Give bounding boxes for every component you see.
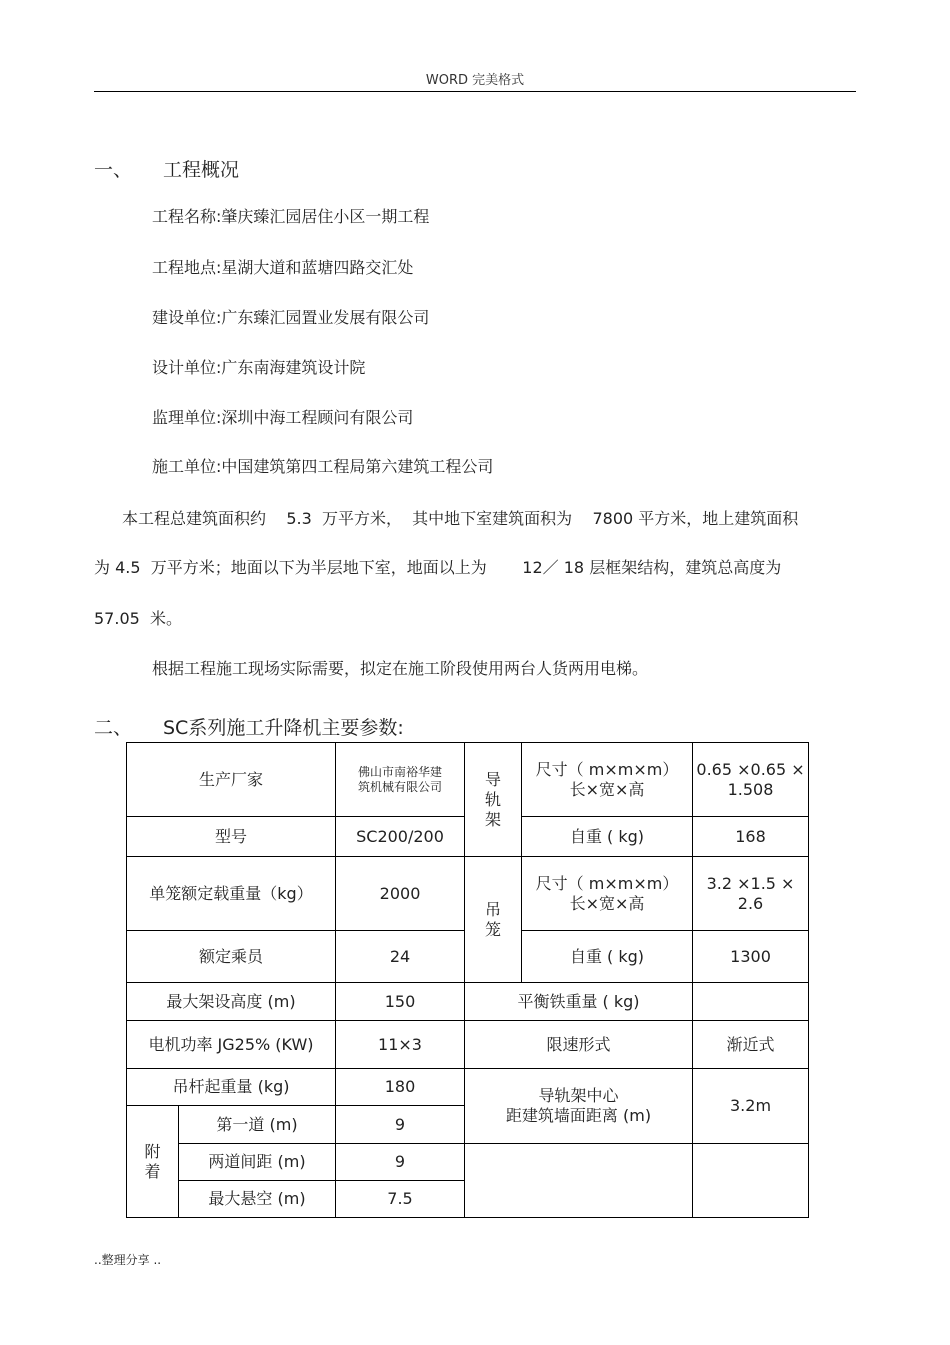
section1-number: 一、: [94, 159, 133, 181]
empty-cell: [465, 1144, 693, 1218]
info-label: 工程地点:: [152, 258, 222, 277]
guide-frame-char: 导: [485, 769, 502, 789]
motor-label-cell: 电机功率 JG25% (KW): [127, 1021, 336, 1069]
info-value: 肇庆臻汇园居住小区一期工程: [221, 207, 430, 226]
guide-weight-value-cell: 168: [693, 817, 809, 857]
attach-char: 着: [144, 1161, 161, 1181]
size-label-line: 长×宽×高: [569, 779, 645, 799]
crane-label-cell: 吊杆起重量 (kg): [127, 1069, 336, 1106]
motor-value-cell: 11×3: [336, 1021, 465, 1069]
info-label: 建设单位:: [152, 308, 222, 327]
first-value-cell: 9: [336, 1106, 465, 1144]
guide-frame-char: 轨: [485, 789, 502, 809]
distance-value-cell: 3.2m: [693, 1069, 809, 1144]
first-label-cell: 第一道 (m): [179, 1106, 336, 1144]
info-value: 广东南海建筑设计院: [221, 358, 366, 377]
info-project-location: [152, 255, 413, 278]
table-row: [127, 743, 809, 817]
limiter-label-cell: 限速形式: [465, 1021, 693, 1069]
guide-weight-label-cell: 自重 ( kg): [522, 817, 693, 857]
parameters-table: [126, 742, 809, 1218]
info-label: 监理单位:: [152, 408, 222, 427]
overview-paragraph-line2: 为 4.5 万平方米；地面以下为半层地下室，地面以上为 12／ 18 层框架结构，建筑总高度为: [94, 558, 782, 577]
info-label: 施工单位:: [152, 457, 222, 476]
page-header: WORD 完美格式: [425, 73, 525, 88]
info-label: 工程名称:: [152, 207, 222, 226]
load-label-cell: 单笼额定载重量（kg）: [127, 857, 336, 931]
model-value-cell: SC200/200: [336, 817, 465, 857]
cage-label-cell: [465, 857, 522, 983]
cage-size-line: 2.6: [737, 893, 764, 913]
distance-label-line: 距建筑墙面距离 (m): [505, 1106, 652, 1125]
model-label-cell: 型号: [127, 817, 336, 857]
table-row: [127, 983, 809, 1021]
size-label-line: 尺寸（ m×m×m）: [535, 873, 679, 893]
limiter-value-cell: 渐近式: [693, 1021, 809, 1069]
cage-char: 笼: [485, 919, 502, 939]
manufacturer-value-cell: [336, 743, 465, 817]
table-row: [127, 857, 809, 931]
crane-value-cell: 180: [336, 1069, 465, 1106]
distance-label-cell: [465, 1069, 693, 1144]
info-supervisor: [152, 405, 413, 428]
header-rule: [94, 91, 856, 92]
overhang-value-cell: 7.5: [336, 1181, 465, 1218]
empty-cell: [693, 1144, 809, 1218]
guide-size-line: 0.65 ×0.65 ×: [696, 759, 805, 779]
distance-label-line: 导轨架中心: [538, 1086, 619, 1105]
info-project-name: [152, 204, 429, 227]
cage-size-line: 3.2 ×1.5 ×: [706, 873, 795, 893]
section2-number: 二、: [94, 717, 133, 739]
overhang-label-cell: 最大悬空 (m): [179, 1181, 336, 1218]
info-value: 中国建筑第四工程局第六建筑工程公司: [221, 457, 494, 476]
table-row: [127, 1021, 809, 1069]
manufacturer-line: 佛山市南裕华建: [358, 764, 443, 779]
page-footer: ..整理分享 ..: [94, 1253, 162, 1267]
max-height-label-cell: 最大架设高度 (m): [127, 983, 336, 1021]
guide-frame-label-cell: [465, 743, 522, 857]
cage-size-label-cell: [522, 857, 693, 931]
manufacturer-line: 筑机械有限公司: [358, 779, 443, 794]
manufacturer-label-cell: 生产厂家: [127, 743, 336, 817]
table-row: [127, 1144, 809, 1181]
size-label-line: 长×宽×高: [569, 893, 645, 913]
info-label: 设计单位:: [152, 358, 222, 377]
cage-char: 吊: [485, 899, 502, 919]
guide-size-line: 1.508: [727, 779, 774, 799]
passengers-value-cell: 24: [336, 931, 465, 983]
cage-weight-value-cell: 1300: [693, 931, 809, 983]
section1-title: 工程概况: [163, 159, 240, 181]
counterweight-value-cell: [693, 983, 809, 1021]
attach-label-cell: [127, 1106, 179, 1218]
load-value-cell: 2000: [336, 857, 465, 931]
table-row: [127, 1069, 809, 1106]
size-label-line: 尺寸（ m×m×m）: [535, 759, 679, 779]
section2-title: SC系列施工升降机主要参数:: [163, 717, 404, 739]
guide-size-label-cell: [522, 743, 693, 817]
info-value: 广东臻汇园置业发展有限公司: [221, 308, 430, 327]
elevator-paragraph: 根据工程施工现场实际需要，拟定在施工阶段使用两台人货两用电梯。: [152, 659, 649, 678]
info-developer: [152, 305, 429, 328]
info-contractor: [152, 454, 493, 477]
overview-paragraph-line3: 57.05 米。: [94, 609, 182, 628]
cage-weight-label-cell: 自重 ( kg): [522, 931, 693, 983]
passengers-label-cell: 额定乘员: [127, 931, 336, 983]
info-value: 深圳中海工程顾问有限公司: [221, 408, 414, 427]
attach-char: 附: [144, 1141, 161, 1161]
info-designer: [152, 355, 365, 378]
cage-size-value-cell: [693, 857, 809, 931]
counterweight-label-cell: 平衡铁重量 ( kg): [465, 983, 693, 1021]
guide-size-value-cell: [693, 743, 809, 817]
spacing-value-cell: 9: [336, 1144, 465, 1181]
spacing-label-cell: 两道间距 (m): [179, 1144, 336, 1181]
overview-paragraph-line1: 本工程总建筑面积约 5.3 万平方米， 其中地下室建筑面积为 7800 平方米，地上建筑面积: [122, 509, 799, 528]
guide-frame-char: 架: [485, 809, 502, 829]
info-value: 星湖大道和蓝塘四路交汇处: [221, 258, 414, 277]
max-height-value-cell: 150: [336, 983, 465, 1021]
